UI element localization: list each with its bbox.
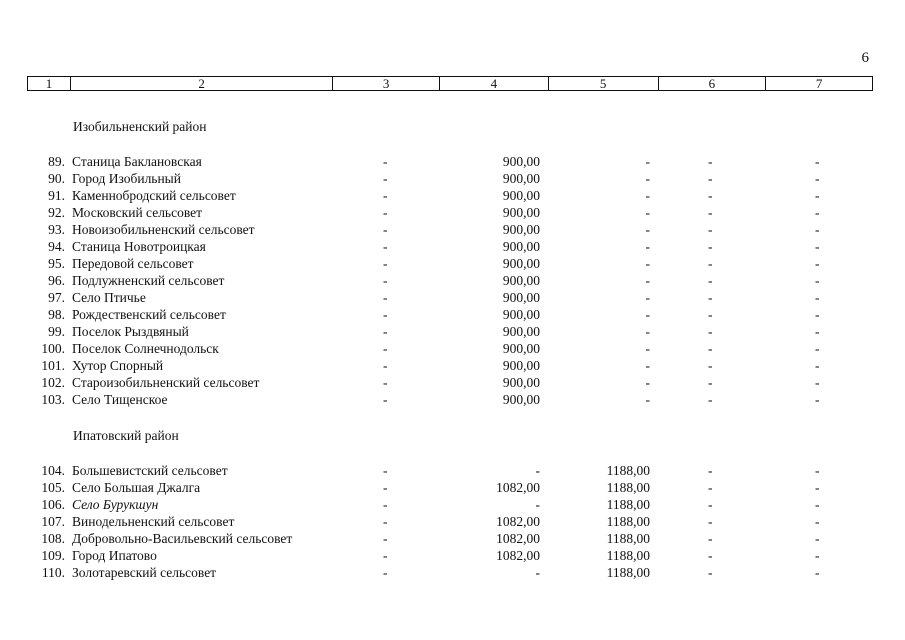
table-row <box>0 204 905 221</box>
cell-col-5: - <box>645 358 650 373</box>
table-row <box>0 221 905 238</box>
row-number: 101. <box>41 358 65 373</box>
table-row <box>0 374 905 391</box>
cell-col-7: - <box>815 188 820 203</box>
section-title-ipatovsky: Ипатовский район <box>73 428 179 443</box>
row-number: 100. <box>41 341 65 356</box>
cell-col-6: - <box>708 514 713 529</box>
cell-col-6: - <box>708 392 713 407</box>
cell-col-3: - <box>383 531 388 546</box>
cell-col-7: - <box>815 290 820 305</box>
row-number: 99. <box>48 324 65 339</box>
cell-col-5: - <box>645 375 650 390</box>
cell-col-6: - <box>708 205 713 220</box>
table-row <box>0 564 905 581</box>
column-header-7: 7 <box>815 76 823 91</box>
column-header-4: 4 <box>440 77 549 90</box>
cell-col-6: - <box>708 341 713 356</box>
cell-col-6: - <box>708 222 713 237</box>
cell-col-4: 900,00 <box>502 256 540 271</box>
row-name: Подлужненский сельсовет <box>72 273 225 288</box>
cell-col-7: - <box>815 154 820 169</box>
row-name: Город Ипатово <box>72 548 157 563</box>
cell-col-5: 1188,00 <box>606 463 650 478</box>
cell-col-3: - <box>383 239 388 254</box>
row-number: 98. <box>48 307 65 322</box>
row-name: Золотаревский сельсовет <box>72 565 217 580</box>
row-number: 104. <box>41 463 65 478</box>
row-number: 105. <box>41 480 65 495</box>
cell-col-3: - <box>383 154 388 169</box>
cell-col-4: 900,00 <box>502 171 540 186</box>
cell-col-4: 900,00 <box>502 307 540 322</box>
cell-col-6: - <box>708 358 713 373</box>
cell-col-3: - <box>383 307 388 322</box>
cell-col-3: - <box>383 290 388 305</box>
cell-col-7: - <box>815 256 820 271</box>
table-row <box>0 357 905 374</box>
row-name: Поселок Рыздвяный <box>72 324 189 339</box>
row-number: 109. <box>41 548 65 563</box>
cell-col-6: - <box>708 188 713 203</box>
row-name: Добровольно-Васильевский сельсовет <box>72 531 293 546</box>
table-row <box>0 306 905 323</box>
table-row <box>0 289 905 306</box>
table-row <box>0 547 905 564</box>
cell-col-5: - <box>645 307 650 322</box>
section-title-izobilnensky: Изобильненский район <box>73 119 207 134</box>
cell-col-7: - <box>815 171 820 186</box>
cell-col-3: - <box>383 324 388 339</box>
cell-col-4: 900,00 <box>502 392 540 407</box>
cell-col-3: - <box>383 256 388 271</box>
cell-col-3: - <box>383 375 388 390</box>
table-row <box>0 513 905 530</box>
column-header-3: 3 <box>333 77 440 90</box>
cell-col-7: - <box>815 205 820 220</box>
cell-col-3: - <box>383 273 388 288</box>
row-name: Рождественский сельсовет <box>72 307 226 322</box>
row-number: 94. <box>48 239 65 254</box>
table-row <box>0 187 905 204</box>
column-header-row <box>27 76 873 91</box>
row-name: Московский сельсовет <box>72 205 203 220</box>
cell-col-4: 900,00 <box>502 375 540 390</box>
row-number: 106. <box>41 497 65 512</box>
table-row <box>0 530 905 547</box>
cell-col-3: - <box>383 341 388 356</box>
cell-col-6: - <box>708 375 713 390</box>
cell-col-5: - <box>645 324 650 339</box>
table-row <box>0 391 905 408</box>
row-name: Село Большая Джалга <box>72 480 201 495</box>
cell-col-7: - <box>815 531 820 546</box>
column-header-6: 6 <box>659 77 767 90</box>
cell-col-4: - <box>535 565 540 580</box>
row-number: 91. <box>48 188 65 203</box>
column-header-2: 2 <box>71 77 333 90</box>
row-name: Город Изобильный <box>72 171 181 186</box>
cell-col-3: - <box>383 480 388 495</box>
table-row <box>0 496 905 513</box>
cell-col-7: - <box>815 548 820 563</box>
cell-col-3: - <box>383 222 388 237</box>
cell-col-4: 900,00 <box>502 188 540 203</box>
cell-col-6: - <box>708 480 713 495</box>
cell-col-7: - <box>815 497 820 512</box>
row-number: 108. <box>41 531 65 546</box>
cell-col-3: - <box>383 358 388 373</box>
cell-col-4: 900,00 <box>502 290 540 305</box>
cell-col-3: - <box>383 188 388 203</box>
row-name: Винодельненский сельсовет <box>72 514 235 529</box>
row-name: Каменнобродский сельсовет <box>72 188 236 203</box>
row-name: Село Бурукшун <box>72 497 159 512</box>
row-name: Село Тищенское <box>72 392 168 407</box>
cell-col-7: - <box>815 375 820 390</box>
cell-col-4: - <box>535 463 540 478</box>
cell-col-6: - <box>708 154 713 169</box>
row-name: Станица Баклановская <box>72 154 202 169</box>
row-name: Большевистский сельсовет <box>72 463 228 478</box>
row-name: Староизобильненский сельсовет <box>72 375 260 390</box>
row-name: Хутор Спорный <box>72 358 164 373</box>
table-row <box>0 479 905 496</box>
cell-col-7: - <box>815 273 820 288</box>
cell-col-7: - <box>815 324 820 339</box>
page-number: 6 <box>861 50 869 66</box>
cell-col-7: - <box>815 307 820 322</box>
cell-col-5: - <box>645 392 650 407</box>
cell-col-5: - <box>645 154 650 169</box>
cell-col-7: - <box>815 480 820 495</box>
cell-col-5: - <box>645 205 650 220</box>
table-row <box>0 272 905 289</box>
table-row <box>0 462 905 479</box>
cell-col-5: 1188,00 <box>606 548 650 563</box>
row-number: 96. <box>48 273 65 288</box>
cell-col-6: - <box>708 290 713 305</box>
row-name: Новоизобильненский сельсовет <box>72 222 255 237</box>
row-number: 97. <box>48 290 65 305</box>
column-header-5: 5 <box>549 77 659 90</box>
cell-col-3: - <box>383 205 388 220</box>
cell-col-7: - <box>815 565 820 580</box>
cell-col-5: - <box>645 222 650 237</box>
cell-col-5: 1188,00 <box>606 480 650 495</box>
row-number: 93. <box>48 222 65 237</box>
cell-col-4: 900,00 <box>502 324 540 339</box>
cell-col-5: - <box>645 273 650 288</box>
cell-col-4: 1082,00 <box>496 480 540 495</box>
cell-col-3: - <box>383 171 388 186</box>
cell-col-3: - <box>383 463 388 478</box>
row-name: Передовой сельсовет <box>72 256 194 271</box>
cell-col-3: - <box>383 497 388 512</box>
cell-col-4: 900,00 <box>502 358 540 373</box>
cell-col-6: - <box>708 565 713 580</box>
cell-col-7: - <box>815 222 820 237</box>
cell-col-7: - <box>815 514 820 529</box>
row-name: Станица Новотроицкая <box>72 239 206 254</box>
row-number: 92. <box>48 205 65 220</box>
cell-col-7: - <box>815 358 820 373</box>
cell-col-5: 1188,00 <box>606 531 650 546</box>
cell-col-6: - <box>708 239 713 254</box>
cell-col-6: - <box>708 324 713 339</box>
row-number: 107. <box>41 514 65 529</box>
cell-col-4: 900,00 <box>502 273 540 288</box>
row-number: 95. <box>48 256 65 271</box>
row-name: Село Птичье <box>72 290 146 305</box>
column-header-1: 1 <box>28 77 71 90</box>
table-row <box>0 340 905 357</box>
table-row <box>0 238 905 255</box>
cell-col-4: 900,00 <box>502 239 540 254</box>
cell-col-5: - <box>645 341 650 356</box>
cell-col-3: - <box>383 514 388 529</box>
row-number: 89. <box>48 154 65 169</box>
table-row <box>0 323 905 340</box>
cell-col-4: 1082,00 <box>496 548 540 563</box>
cell-col-7: - <box>815 463 820 478</box>
cell-col-5: - <box>645 188 650 203</box>
cell-col-6: - <box>708 307 713 322</box>
cell-col-7: - <box>815 341 820 356</box>
cell-col-6: - <box>708 531 713 546</box>
cell-col-5: - <box>645 290 650 305</box>
row-name: Поселок Солнечнодольск <box>72 341 219 356</box>
cell-col-5: - <box>645 239 650 254</box>
cell-col-5: 1188,00 <box>606 497 650 512</box>
row-number: 103. <box>41 392 65 407</box>
cell-col-7: - <box>815 239 820 254</box>
cell-col-5: 1188,00 <box>606 565 650 580</box>
cell-col-4: 1082,00 <box>496 514 540 529</box>
cell-col-5: - <box>645 171 650 186</box>
cell-col-6: - <box>708 273 713 288</box>
cell-col-6: - <box>708 171 713 186</box>
cell-col-4: - <box>535 497 540 512</box>
cell-col-4: 900,00 <box>502 154 540 169</box>
cell-col-5: - <box>645 256 650 271</box>
cell-col-3: - <box>383 565 388 580</box>
table-row <box>0 170 905 187</box>
cell-col-5: 1188,00 <box>606 514 650 529</box>
cell-col-3: - <box>383 548 388 563</box>
row-number: 110. <box>41 565 65 580</box>
cell-col-4: 1082,00 <box>496 531 540 546</box>
row-number: 90. <box>48 171 65 186</box>
cell-col-4: 900,00 <box>502 222 540 237</box>
cell-col-4: 900,00 <box>502 205 540 220</box>
cell-col-3: - <box>383 392 388 407</box>
cell-col-4: 900,00 <box>502 341 540 356</box>
cell-col-6: - <box>708 497 713 512</box>
cell-col-6: - <box>708 548 713 563</box>
cell-col-7: - <box>815 392 820 407</box>
cell-col-6: - <box>708 463 713 478</box>
table-row <box>0 153 905 170</box>
cell-col-6: - <box>708 256 713 271</box>
table-row <box>0 255 905 272</box>
row-number: 102. <box>41 375 65 390</box>
